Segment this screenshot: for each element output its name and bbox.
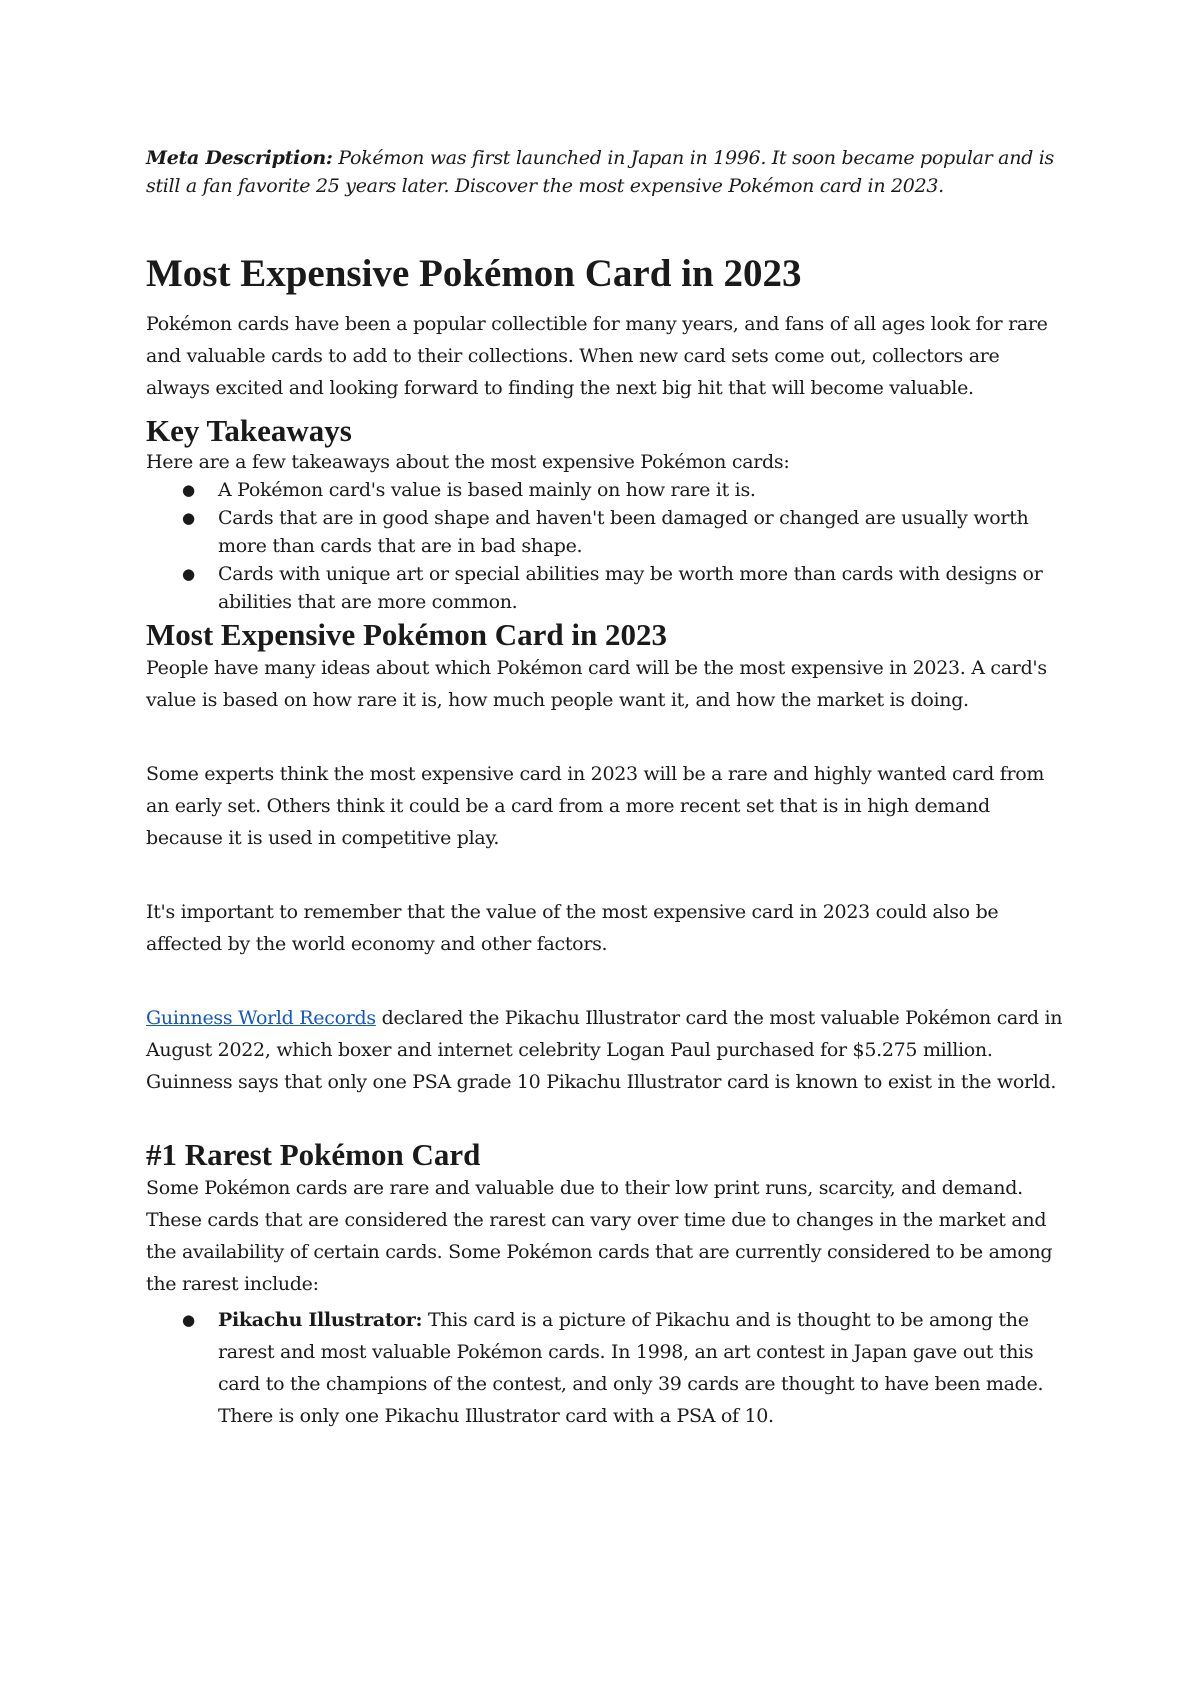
- list-item: ● Cards with unique art or special abilities may be worth more than cards with designs or abilities that are more common.: [218, 560, 1066, 616]
- section2-paragraph-4-text: declared the Pikachu Illustrator card the most valuable Pokémon card in August 2022, which boxer and internet celebrity Logan Paul purchased for $5.275 million. Guinness says that only one PSA grade 10 Pikachu Illustrator card is known to exist in the world.: [146, 1007, 1063, 1093]
- section2-paragraph-1: People have many ideas about which Pokémon card will be the most expensive in 2023. A card's value is based on how rare it is, how much people want it, and how the market is doing.: [146, 657, 1047, 711]
- paragraph-gap: [146, 1098, 1066, 1138]
- card-name-label: Pikachu Illustrator:: [218, 1309, 423, 1331]
- document-page: [146, 144, 1066, 1432]
- section2-paragraph-2: Some experts think the most expensive card in 2023 will be a rare and highly wanted card from an early set. Others think it could be a card from a more recent set that is in high demand because it is used in competitive play.: [146, 763, 1045, 849]
- section2-paragraph-4: [146, 1002, 1066, 1098]
- section2-paragraph-3: It's important to remember that the value of the most expensive card in 2023 could also be affected by the world economy and other factors.: [146, 901, 999, 955]
- section-heading-rarest-card: #1 Rarest Pokémon Card: [146, 1137, 481, 1172]
- paragraph-gap: [146, 960, 1066, 1002]
- bullet-icon: ●: [182, 481, 195, 499]
- list-item: ● Pikachu Illustrator: This card is a picture of Pikachu and is thought to be among the rarest and most valuable Pokémon cards. In 1998, an art contest in Japan gave out this card to the champions of the contest, and only 39 cards are thought to have been made. There is only one Pikachu Illustrator card with a PSA of 10.: [218, 1304, 1066, 1432]
- key-takeaways-lead: Here are a few takeaways about the most expensive Pokémon cards:: [146, 451, 790, 473]
- intro-paragraph: Pokémon cards have been a popular collectible for many years, and fans of all ages look for rare and valuable cards to add to their collections. When new card sets come out, collectors are always excited and looking forward to finding the next big hit that will become valuable.: [146, 313, 1048, 399]
- section-heading-most-expensive: Most Expensive Pokémon Card in 2023: [146, 617, 667, 652]
- guinness-world-records-link[interactable]: Guinness World Records: [146, 1007, 376, 1029]
- page-title: Most Expensive Pokémon Card in 2023: [146, 252, 802, 295]
- meta-description-label: Meta Description:: [146, 147, 333, 169]
- bullet-icon: ●: [182, 509, 195, 527]
- section3-paragraph-1: Some Pokémon cards are rare and valuable due to their low print runs, scarcity, and demand. These cards that are considered the rarest can vary over time due to changes in the market and the availability of certain cards. Some Pokémon cards that are currently considered to be among the rarest include:: [146, 1177, 1053, 1295]
- meta-description-text: Pokémon was first launched in Japan in 1996. It soon became popular and is still a fan favorite 25 years later. Discover the most expensive Pokémon card in 2023.: [146, 147, 1054, 197]
- list-item: ● A Pokémon card's value is based mainly on how rare it is.: [218, 476, 1066, 504]
- key-takeaways-heading: Key Takeaways: [146, 413, 352, 448]
- bullet-icon: ●: [182, 1311, 195, 1329]
- list-item: ● Cards that are in good shape and haven't been damaged or changed are usually worth more than cards that are in bad shape.: [218, 504, 1066, 560]
- meta-description: [146, 144, 1066, 200]
- paragraph-gap: [146, 854, 1066, 896]
- bullet-icon: ●: [182, 565, 195, 583]
- key-takeaways-list: [146, 476, 1066, 616]
- rarest-cards-list: [146, 1304, 1066, 1432]
- paragraph-gap: [146, 716, 1066, 758]
